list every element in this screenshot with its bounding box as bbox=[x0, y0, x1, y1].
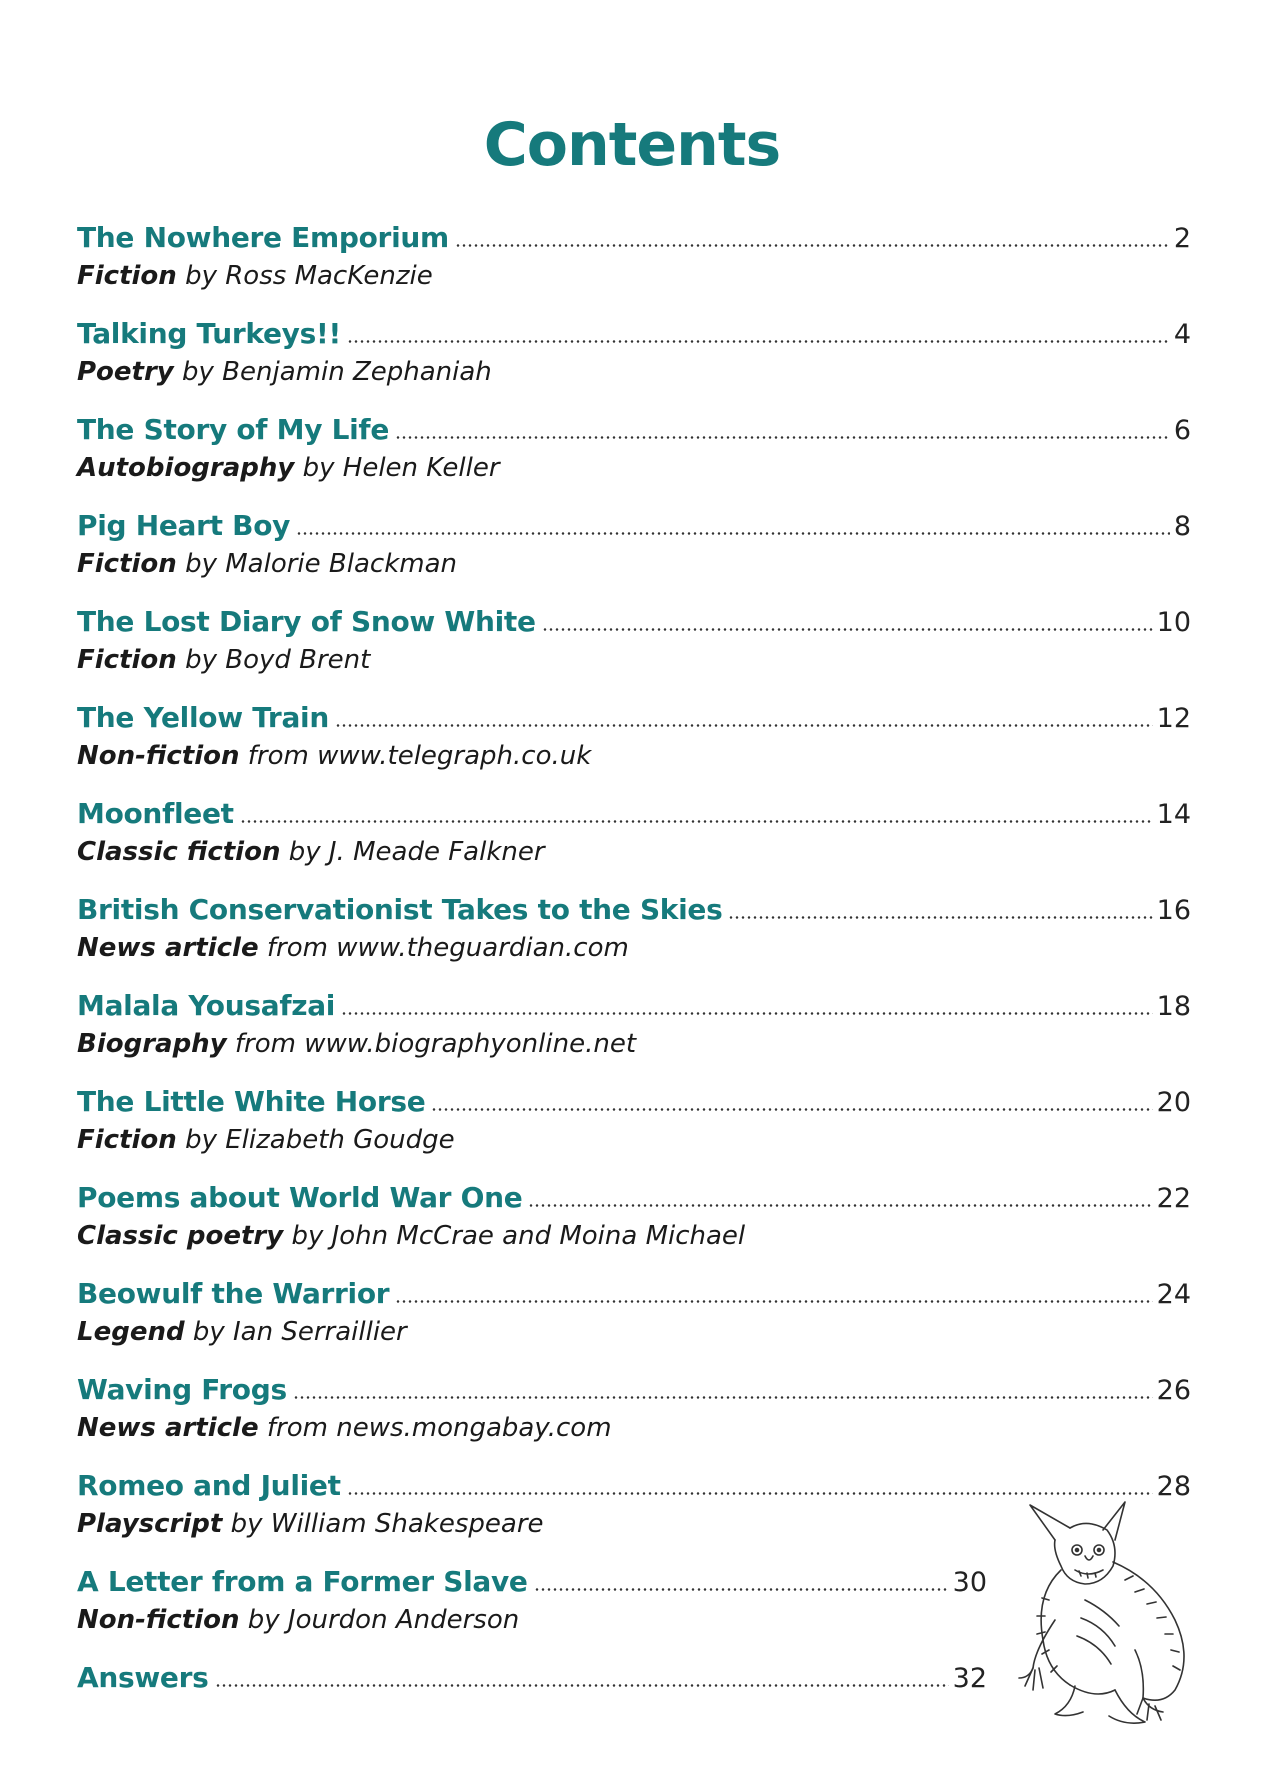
entry-subtitle bbox=[77, 642, 1191, 678]
entry-title: Malala Yousafzai bbox=[77, 989, 336, 1022]
toc-entry-8[interactable] bbox=[77, 986, 1191, 1082]
entry-page: 24 bbox=[1156, 1279, 1191, 1310]
entry-genre: Playscript bbox=[77, 1509, 223, 1539]
dot-leader bbox=[347, 340, 1170, 343]
entry-title: Moonfleet bbox=[77, 797, 234, 830]
entry-genre: Fiction bbox=[77, 1125, 177, 1155]
entry-page: 4 bbox=[1173, 319, 1191, 350]
entry-title: The Yellow Train bbox=[77, 701, 329, 734]
dot-leader bbox=[347, 1492, 1153, 1495]
page-title: Contents bbox=[483, 110, 781, 180]
entry-page: 8 bbox=[1173, 511, 1191, 542]
entry-genre: Legend bbox=[77, 1317, 185, 1347]
toc-entry-0[interactable] bbox=[77, 218, 1191, 314]
entry-subtitle bbox=[77, 1314, 1191, 1350]
entry-genre: Non-fiction bbox=[77, 1605, 240, 1635]
entry-subtitle bbox=[77, 738, 1191, 774]
entry-title: Poems about World War One bbox=[77, 1181, 523, 1214]
entry-title: Talking Turkeys!! bbox=[77, 317, 341, 350]
entry-author: by Malorie Blackman bbox=[185, 549, 457, 579]
entry-page: 6 bbox=[1173, 415, 1191, 446]
entry-genre: Fiction bbox=[77, 261, 177, 291]
dot-leader bbox=[528, 1204, 1152, 1207]
entry-page: 18 bbox=[1156, 991, 1191, 1022]
toc-entry-6[interactable] bbox=[77, 794, 1191, 890]
entry-page: 2 bbox=[1173, 223, 1191, 254]
entry-genre: News article bbox=[77, 933, 259, 963]
dot-leader bbox=[296, 532, 1170, 535]
entry-page: 26 bbox=[1156, 1375, 1191, 1406]
entry-page: 16 bbox=[1156, 895, 1191, 926]
entry-author: by Helen Keller bbox=[302, 453, 500, 483]
entry-page: 30 bbox=[952, 1567, 987, 1598]
toc-entry-14[interactable] bbox=[77, 1562, 987, 1658]
entry-genre: Fiction bbox=[77, 645, 177, 675]
entry-title: The Story of My Life bbox=[77, 413, 390, 446]
dot-leader bbox=[395, 1300, 1152, 1303]
toc-entry-5[interactable] bbox=[77, 698, 1191, 794]
entry-author: by J. Meade Falkner bbox=[288, 837, 545, 867]
entry-author: from news.mongabay.com bbox=[266, 1413, 612, 1443]
toc-entry-10[interactable] bbox=[77, 1178, 1191, 1274]
entry-author: by John McCrae and Moina Michael bbox=[291, 1221, 746, 1251]
entry-subtitle bbox=[77, 930, 1191, 966]
entry-subtitle bbox=[77, 354, 1191, 390]
entry-title: The Lost Diary of Snow White bbox=[77, 605, 536, 638]
entry-genre: Non-fiction bbox=[77, 741, 240, 771]
dot-leader bbox=[240, 820, 1153, 823]
entry-page: 22 bbox=[1156, 1183, 1191, 1214]
entry-genre: News article bbox=[77, 1413, 259, 1443]
troll-illustration bbox=[1015, 1500, 1205, 1730]
entry-subtitle bbox=[77, 546, 1191, 582]
entry-author: by Jourdon Anderson bbox=[247, 1605, 520, 1635]
entry-page: 12 bbox=[1156, 703, 1191, 734]
dot-leader bbox=[534, 1588, 949, 1591]
toc-entry-7[interactable] bbox=[77, 890, 1191, 986]
entry-title: A Letter from a Former Slave bbox=[77, 1565, 528, 1598]
entry-title: The Nowhere Emporium bbox=[77, 221, 449, 254]
entry-subtitle bbox=[77, 1410, 1191, 1446]
toc-entry-11[interactable] bbox=[77, 1274, 1191, 1370]
entry-page: 32 bbox=[952, 1663, 987, 1694]
entry-title: Romeo and Juliet bbox=[77, 1469, 341, 1502]
toc-entry-4[interactable] bbox=[77, 602, 1191, 698]
entry-author: by Ian Serraillier bbox=[192, 1317, 407, 1347]
toc-entry-9[interactable] bbox=[77, 1082, 1191, 1178]
dot-leader bbox=[431, 1108, 1152, 1111]
dot-leader bbox=[215, 1684, 949, 1687]
entry-author: from www.theguardian.com bbox=[266, 933, 629, 963]
dot-leader bbox=[341, 1012, 1153, 1015]
toc-entry-12[interactable] bbox=[77, 1370, 1191, 1466]
dot-leader bbox=[335, 724, 1153, 727]
entry-author: by Boyd Brent bbox=[185, 645, 371, 675]
entry-subtitle bbox=[77, 450, 1191, 486]
dot-leader bbox=[395, 436, 1170, 439]
entry-subtitle bbox=[77, 1122, 1191, 1158]
entry-author: by Ross MacKenzie bbox=[185, 261, 433, 291]
entry-title: Waving Frogs bbox=[77, 1373, 287, 1406]
toc-entry-15[interactable] bbox=[77, 1658, 987, 1754]
entry-author: from www.biographyonline.net bbox=[234, 1029, 637, 1059]
entry-title: Beowulf the Warrior bbox=[77, 1277, 390, 1310]
toc-entry-1[interactable] bbox=[77, 314, 1191, 410]
entry-author: by Elizabeth Goudge bbox=[185, 1125, 455, 1155]
entry-title: The Little White Horse bbox=[77, 1085, 426, 1118]
entry-subtitle bbox=[77, 258, 1191, 294]
entry-subtitle bbox=[77, 1218, 1191, 1254]
toc-entry-3[interactable] bbox=[77, 506, 1191, 602]
dot-leader bbox=[728, 916, 1152, 919]
dot-leader bbox=[542, 628, 1153, 631]
entry-title: Answers bbox=[77, 1661, 209, 1694]
entry-page: 28 bbox=[1156, 1471, 1191, 1502]
entry-genre: Biography bbox=[77, 1029, 227, 1059]
entry-genre: Fiction bbox=[77, 549, 177, 579]
entry-author: by Benjamin Zephaniah bbox=[182, 357, 492, 387]
dot-leader bbox=[455, 244, 1170, 247]
entry-author: by William Shakespeare bbox=[230, 1509, 544, 1539]
entry-genre: Classic poetry bbox=[77, 1221, 284, 1251]
entry-subtitle bbox=[77, 834, 1191, 870]
entry-title: Pig Heart Boy bbox=[77, 509, 291, 542]
dot-leader bbox=[293, 1396, 1153, 1399]
entry-genre: Poetry bbox=[77, 357, 174, 387]
entry-title: British Conservationist Takes to the Skies bbox=[77, 893, 723, 926]
toc-entry-2[interactable] bbox=[77, 410, 1191, 506]
entry-page: 14 bbox=[1156, 799, 1191, 830]
entry-page: 20 bbox=[1156, 1087, 1191, 1118]
entry-genre: Autobiography bbox=[77, 453, 295, 483]
entry-page: 10 bbox=[1156, 607, 1191, 638]
entry-author: from www.telegraph.co.uk bbox=[247, 741, 592, 771]
entry-genre: Classic fiction bbox=[77, 837, 281, 867]
entry-subtitle bbox=[77, 1602, 987, 1638]
entry-subtitle bbox=[77, 1026, 1191, 1062]
